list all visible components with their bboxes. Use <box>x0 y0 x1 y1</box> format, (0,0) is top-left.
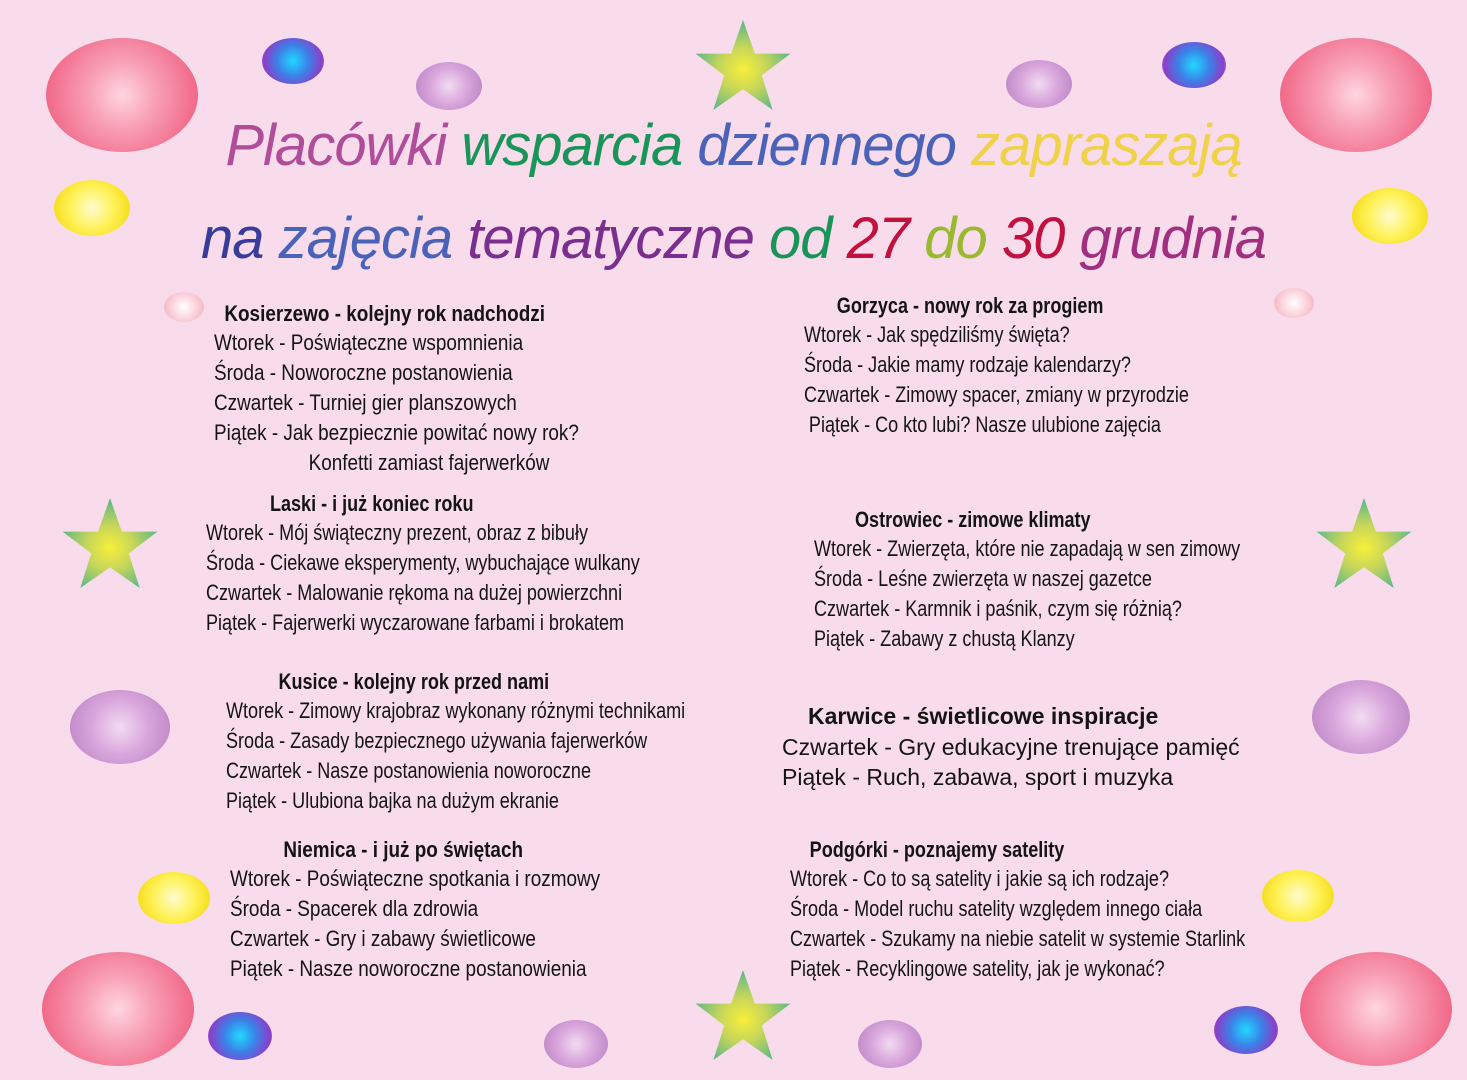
schedule-line: Środa - Jakie mamy rodzaje kalendarzy? <box>804 352 1131 377</box>
title-word: zajęcia <box>278 206 453 271</box>
section-heading: Niemica - i już po świętach <box>283 837 524 862</box>
schedule-line: Piątek - Jak bezpiecznie powitać nowy rok? <box>214 420 579 445</box>
purple-ball-icon <box>858 1020 922 1068</box>
title-word: tematyczne <box>467 206 754 271</box>
title-word: 27 <box>846 206 910 271</box>
schedule-line: Środa - Zasady bezpiecznego używania fajerwerków <box>226 728 648 753</box>
schedule-line: Środa - Model ruchu satelity względem innego ciała <box>790 896 1203 921</box>
schedule-line: Czwartek - Turniej gier planszowych <box>214 390 517 415</box>
section-kosierzewo <box>214 300 579 478</box>
purple-ball-icon <box>1006 60 1072 108</box>
schedule-line: Piątek - Recyklingowe satelity, jak je wykonać? <box>790 956 1165 981</box>
schedule-line: Czwartek - Gry edukacyjne trenujące pamięć <box>782 734 1240 760</box>
title-word: zapraszają <box>971 113 1242 178</box>
title-word: grudnia <box>1079 206 1267 271</box>
purple-ball-icon <box>1312 680 1410 754</box>
section-podgorki <box>790 836 1245 984</box>
schedule-line: Piątek - Ruch, zabawa, sport i muzyka <box>782 764 1174 790</box>
schedule-line: Wtorek - Poświąteczne wspomnienia <box>214 330 524 355</box>
star-icon <box>678 968 808 1062</box>
red-ball-icon <box>1300 952 1452 1066</box>
schedule-line: Środa - Noworoczne postanowienia <box>214 360 513 385</box>
section-heading: Laski - i już koniec roku <box>269 491 474 516</box>
schedule-line: Wtorek - Mój świąteczny prezent, obraz z bibuły <box>206 520 588 545</box>
title-word: na <box>200 206 264 271</box>
pink-ball-icon <box>1274 288 1314 318</box>
yellow-ball-icon <box>1262 870 1334 922</box>
section-karwice <box>782 700 1240 792</box>
section-heading: Podgórki - poznajemy satelity <box>809 837 1065 862</box>
schedule-line: Czwartek - Zimowy spacer, zmiany w przyrodzie <box>804 382 1189 407</box>
section-heading: Kusice - kolejny rok przed nami <box>278 669 550 694</box>
purple-ball-icon <box>70 690 170 764</box>
schedule-line: Wtorek - Poświąteczne spotkania i rozmowy <box>230 866 601 891</box>
schedule-line: Wtorek - Zwierzęta, które nie zapadają w sen zimowy <box>814 536 1241 561</box>
section-niemica <box>230 836 600 984</box>
schedule-line: Konfetti zamiast fajerwerków <box>308 450 550 475</box>
page-title-line-1 <box>0 112 1467 179</box>
section-heading: Ostrowiec - zimowe klimaty <box>855 507 1091 532</box>
purple-ball-icon <box>416 62 482 110</box>
section-kusice <box>226 668 685 816</box>
schedule-line: Czwartek - Gry i zabawy świetlicowe <box>230 926 536 951</box>
section-laski <box>206 490 640 638</box>
schedule-line: Wtorek - Co to są satelity i jakie są ich rodzaje? <box>790 866 1169 891</box>
schedule-line: Piątek - Zabawy z chustą Klanzy <box>814 626 1075 651</box>
yellow-ball-icon <box>138 872 210 924</box>
title-word: od <box>768 206 832 271</box>
section-gorzyca <box>804 292 1189 440</box>
schedule-line: Czwartek - Szukamy na niebie satelit w systemie Starlink <box>790 926 1246 951</box>
blue-ball-icon <box>208 1012 272 1060</box>
section-ostrowiec <box>814 506 1240 654</box>
section-heading: Karwice - świetlicowe inspiracje <box>808 703 1159 729</box>
title-word: Placówki <box>225 113 447 178</box>
schedule-line: Piątek - Ulubiona bajka na dużym ekranie <box>226 788 559 813</box>
purple-ball-icon <box>544 1020 608 1068</box>
red-ball-icon <box>42 952 194 1066</box>
schedule-line: Środa - Ciekawe eksperymenty, wybuchające wulkany <box>206 550 640 575</box>
pink-ball-icon <box>164 292 204 322</box>
blue-ball-icon <box>262 38 324 84</box>
schedule-line: Wtorek - Jak spędziliśmy święta? <box>804 322 1070 347</box>
schedule-line: Środa - Spacerek dla zdrowia <box>230 896 479 921</box>
schedule-line: Czwartek - Malowanie rękoma na dużej powierzchni <box>206 580 623 605</box>
schedule-line: Piątek - Co kto lubi? Nasze ulubione zajęcia <box>808 412 1161 437</box>
title-word: 30 <box>1001 206 1065 271</box>
schedule-line: Piątek - Nasze noworoczne postanowienia <box>230 956 587 981</box>
page-title-line-2 <box>0 205 1467 272</box>
section-heading: Gorzyca - nowy rok za progiem <box>836 293 1104 318</box>
schedule-line: Wtorek - Zimowy krajobraz wykonany różnymi technikami <box>226 698 686 723</box>
star-icon <box>46 496 174 590</box>
schedule-line: Środa - Leśne zwierzęta w naszej gazetce <box>814 566 1152 591</box>
schedule-line: Czwartek - Karmnik i paśnik, czym się różnią? <box>814 596 1182 621</box>
title-word: wsparcia <box>461 113 683 178</box>
schedule-line: Piątek - Fajerwerki wyczarowane farbami i brokatem <box>206 610 625 635</box>
section-heading: Kosierzewo - kolejny rok nadchodzi <box>224 301 545 326</box>
star-icon <box>1300 496 1428 590</box>
schedule-line: Czwartek - Nasze postanowienia noworoczne <box>226 758 591 783</box>
star-icon <box>678 18 808 112</box>
blue-ball-icon <box>1214 1006 1278 1054</box>
title-word: do <box>924 206 987 271</box>
title-word: dziennego <box>697 113 957 178</box>
blue-ball-icon <box>1162 42 1226 88</box>
